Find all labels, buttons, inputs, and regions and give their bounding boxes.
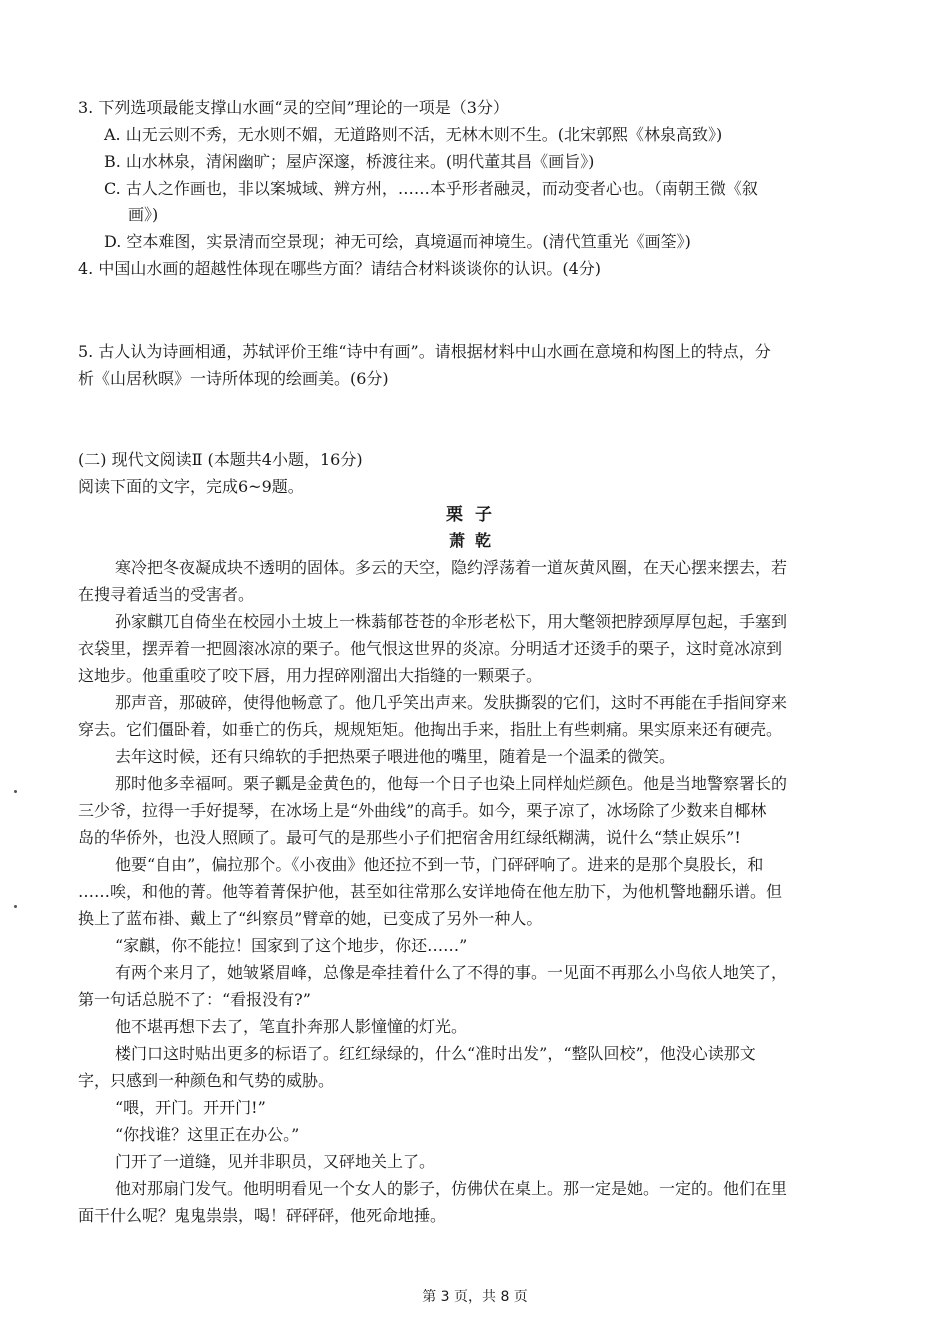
passage-line: “你找谁？这里正在办公。” [115, 1125, 300, 1144]
passage-line: 寒冷把冬夜凝成块不透明的固体。多云的天空，隐约浮荡着一道灰黄风圈，在天心摆来摆去，若 [115, 558, 788, 577]
question-3-option-c: C. 古人之作画也，非以案城域、辨方州，……本乎形者融灵，而动变者心也。（南朝王微《叙 [104, 179, 758, 198]
passage-line: “家麒，你不能拉！国家到了这个地步，你还……” [115, 936, 468, 955]
passage-line: 三少爷，拉得一手好提琴，在冰场上是“外曲线”的高手。如今，栗子凉了，冰场除了少数来自椰林 [78, 801, 767, 820]
passage-line: 衣袋里，摆弄着一把圆滚冰凉的栗子。他气恨这世界的炎凉。分明适才还烫手的栗子，这时竟冰凉到 [78, 639, 783, 658]
passage-line: 字，只感到一种颜色和气势的威胁。 [78, 1071, 335, 1090]
section-heading: (二) 现代文阅读Ⅱ (本题共4小题，16分) [78, 450, 363, 469]
section-instruction: 阅读下面的文字，完成6~9题。 [78, 477, 304, 496]
passage-line: 那声音，那破碎，使得他畅意了。他几乎笑出声来。发肤撕裂的它们，这时不再能在手指间穿来 [115, 693, 788, 712]
passage-line: 这地步。他重重咬了咬下唇，用力捏碎刚溜出大指缝的一颗栗子。 [78, 666, 543, 685]
scan-speck [14, 790, 17, 793]
passage-line: 岛的华侨外，也没人照顾了。最可气的是那些小子们把宿舍用红绿纸糊满，说什么“禁止娱乐”! [78, 828, 741, 847]
question-3-stem: 3. 下列选项最能支撑山水画“灵的空间”理论的一项是（3分） [78, 98, 509, 117]
question-3-option-a: A. 山无云则不秀，无水则不媚，无道路则不活，无林木则不生。(北宋郭熙《林泉高致》) [104, 125, 723, 144]
passage-line: 去年这时候，还有只绵软的手把热栗子喂进他的嘴里，随着是一个温柔的微笑。 [115, 747, 676, 766]
passage-line: 穿去。它们僵卧着，如垂亡的伤兵，规规矩矩。他掏出手来，指肚上有些刺痛。果实原来还有硬壳。 [78, 720, 783, 739]
passage-line: 他不堪再想下去了，笔直扑奔那人影憧憧的灯光。 [115, 1017, 468, 1036]
passage-line: 他对那扇门发气。他明明看见一个女人的影子，仿佛伏在桌上。那一定是她。一定的。他们在里 [115, 1179, 788, 1198]
passage-line: 门开了一道缝，见并非职员，又砰地关上了。 [115, 1152, 436, 1171]
passage-author: 萧乾 [448, 531, 501, 550]
page-number: 第 3 页，共 8 页 [422, 1289, 528, 1305]
passage-line: 换上了蓝布褂、戴上了“纠察员”臂章的她，已变成了另外一种人。 [78, 909, 543, 928]
question-4: 4. 中国山水画的超越性体现在哪些方面？请结合材料谈谈你的认识。(4分) [78, 259, 602, 278]
question-3-option-d: D. 空本难图，实景清而空景现；神无可绘，真境逼而神境生。(清代笪重光《画筌》) [104, 232, 691, 251]
question-3-option-c-cont: 画》) [128, 205, 159, 224]
passage-line: 有两个来月了，她皱紧眉峰，总像是牵挂着什么了不得的事。一见面不再那么小鸟依人地笑了， [115, 963, 788, 982]
question-3-option-b: B. 山水林泉，清闲幽旷；屋庐深邃，桥渡往来。(明代董其昌《画旨》) [104, 152, 595, 171]
passage-line: 楼门口这时贴出更多的标语了。红红绿绿的，什么“准时出发”，“整队回校”，他没心读那文 [115, 1044, 756, 1063]
question-5-cont: 析《山居秋暝》一诗所体现的绘画美。(6分) [78, 369, 389, 388]
passage-line: ……唉，和他的菁。他等着菁保护他，甚至如往常那么安详地倚在他左肋下，为他机警地翻乐谱。但 [78, 882, 783, 901]
scan-speck [14, 905, 17, 908]
passage-line: 他要“自由”，偏拉那个。《小夜曲》他还拉不到一节，门砰砰响了。进来的是那个臭股长，和 [115, 855, 764, 874]
passage-line: 孙家麒兀自倚坐在校园小土坡上一株蓊郁苍苍的伞形老松下，用大氅领把脖颈厚厚包起，手塞到 [115, 612, 788, 631]
question-5: 5. 古人认为诗画相通，苏轼评价王维“诗中有画”。请根据材料中山水画在意境和构图上的特点，分 [78, 342, 771, 361]
passage-line: 面干什么呢？鬼鬼祟祟，喝！砰砰砰，他死命地捶。 [78, 1206, 447, 1225]
passage-line: 第一句话总脱不了：“看报没有?” [78, 990, 311, 1009]
passage-title: 栗子 [446, 505, 504, 525]
passage-line: 那时他多幸福呵。栗子瓤是金黄色的，他每一个日子也染上同样灿烂颜色。他是当地警察署长的 [115, 774, 788, 793]
passage-line: “喂，开门。开开门!” [115, 1098, 266, 1117]
passage-line: 在搜寻着适当的受害者。 [78, 585, 255, 604]
